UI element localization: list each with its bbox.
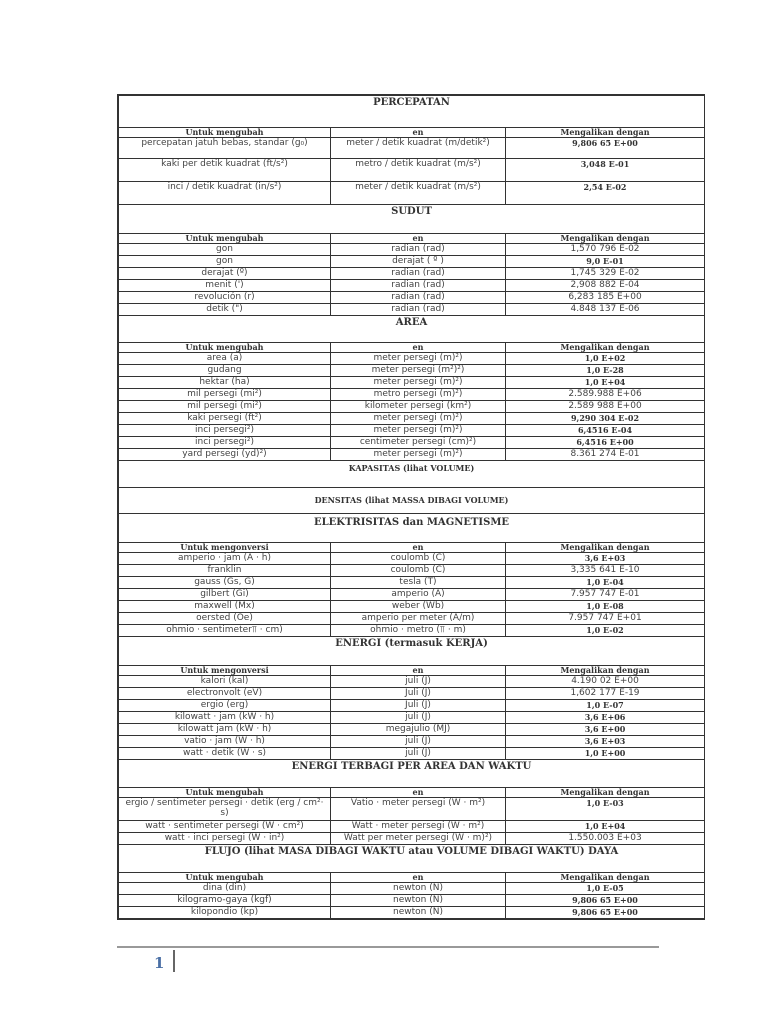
section-title-row	[119, 637, 705, 666]
multiply-factor: 1,0 E-28	[506, 365, 705, 377]
unit-to: Watt · meter persegi (W · m²)	[331, 821, 506, 833]
unit-to: radian (rad)	[331, 292, 506, 304]
unit-to: juli (J)	[331, 676, 506, 688]
table-row	[119, 244, 705, 256]
multiply-factor: 1,0 E-07	[506, 700, 705, 712]
unit-from: kilogramo-gaya (kgf)	[119, 895, 331, 907]
multiply-factor: 1,0 E-02	[506, 625, 705, 637]
table-row	[119, 437, 705, 449]
column-header-row	[119, 666, 705, 676]
table-row	[119, 700, 705, 712]
section-title: DENSITAS (lihat MASSA DIBAGI VOLUME)	[119, 488, 705, 514]
unit-from: watt · sentimeter persegi (W · cm²)	[119, 821, 331, 833]
table-row	[119, 292, 705, 304]
header-multiply: Mengalikan dengan	[506, 343, 705, 353]
multiply-factor: 1,745 329 E-02	[506, 268, 705, 280]
unit-to: Juli (J)	[331, 700, 506, 712]
multiply-factor: 2,54 E-02	[506, 182, 705, 205]
unit-from: watt · inci persegi (W · in²)	[119, 833, 331, 845]
header-multiply: Mengalikan dengan	[506, 234, 705, 244]
unit-from: gon	[119, 256, 331, 268]
unit-from: gauss (Gs, G)	[119, 577, 331, 589]
table-row	[119, 712, 705, 724]
multiply-factor: 3,6 E+03	[506, 736, 705, 748]
unit-to: kilometer persegi (km²)	[331, 401, 506, 413]
unit-from: hektar (ha)	[119, 377, 331, 389]
unit-to: coulomb (C)	[331, 565, 506, 577]
unit-to: amperio per meter (A/m)	[331, 613, 506, 625]
header-to: en	[331, 128, 506, 138]
unit-to: meter / detik kuadrat (m/s²)	[331, 182, 506, 205]
multiply-factor: 6,4516 E-04	[506, 425, 705, 437]
unit-to: Juli (J)	[331, 688, 506, 700]
unit-from: area (a)	[119, 353, 331, 365]
multiply-factor: 9,0 E-01	[506, 256, 705, 268]
unit-from: gilbert (Gi)	[119, 589, 331, 601]
unit-from: amperio · jam (A · h)	[119, 553, 331, 565]
section-title: FLUJO (lihat MASA DIBAGI WAKTU atau VOLUME DIBAGI WAKTU) DAYA	[119, 845, 705, 873]
page-number: 1	[154, 954, 165, 972]
section-title: ENERGI (termasuk KERJA)	[119, 637, 705, 666]
multiply-factor: 4.190 02 E+00	[506, 676, 705, 688]
unit-from: detik (")	[119, 304, 331, 316]
unit-to: radian (rad)	[331, 268, 506, 280]
multiply-factor: 3,335 641 E-10	[506, 565, 705, 577]
table-row	[119, 138, 705, 159]
table-row	[119, 676, 705, 688]
unit-from: vatio · jam (W · h)	[119, 736, 331, 748]
multiply-factor: 1,570 796 E-02	[506, 244, 705, 256]
table-row	[119, 449, 705, 461]
unit-from: menit (')	[119, 280, 331, 292]
table-row	[119, 280, 705, 292]
unit-to: derajat ( º )	[331, 256, 506, 268]
multiply-factor: 1,0 E-03	[506, 798, 705, 821]
table-row	[119, 798, 705, 821]
unit-from: franklin	[119, 565, 331, 577]
header-to: en	[331, 543, 506, 553]
multiply-factor: 9,806 65 E+00	[506, 895, 705, 907]
column-header-row	[119, 873, 705, 883]
multiply-factor: 3,6 E+03	[506, 553, 705, 565]
unit-from: kaki persegi (ft²)	[119, 413, 331, 425]
table-row	[119, 401, 705, 413]
unit-to: meter persegi (m²)²)	[331, 365, 506, 377]
table-row	[119, 833, 705, 845]
section-title-row	[119, 845, 705, 873]
unit-to: meter persegi (m)²)	[331, 353, 506, 365]
unit-to: juli (J)	[331, 748, 506, 760]
header-multiply: Mengalikan dengan	[506, 788, 705, 798]
unit-from: revolución (r)	[119, 292, 331, 304]
unit-from: derajat (º)	[119, 268, 331, 280]
unit-to: centimeter persegi (cm)²)	[331, 437, 506, 449]
column-header-row	[119, 343, 705, 353]
section-title-row	[119, 96, 705, 128]
header-to: en	[331, 666, 506, 676]
header-from: Untuk mengonversi	[119, 666, 331, 676]
header-from: Untuk mengubah	[119, 234, 331, 244]
unit-to: tesla (T)	[331, 577, 506, 589]
conversion-document	[117, 94, 705, 920]
unit-to: meter persegi (m)²)	[331, 377, 506, 389]
table-row	[119, 688, 705, 700]
header-multiply: Mengalikan dengan	[506, 666, 705, 676]
section-title-row	[119, 514, 705, 543]
conversion-table	[118, 95, 705, 919]
table-row	[119, 883, 705, 895]
table-row	[119, 748, 705, 760]
unit-to: amperio (A)	[331, 589, 506, 601]
multiply-factor: 2.589 988 E+00	[506, 401, 705, 413]
unit-from: ergio (erg)	[119, 700, 331, 712]
unit-from: kilowatt jam (kW · h)	[119, 724, 331, 736]
unit-from: dina (din)	[119, 883, 331, 895]
multiply-factor: 1,0 E+02	[506, 353, 705, 365]
table-row	[119, 182, 705, 205]
unit-to: weber (Wb)	[331, 601, 506, 613]
unit-from: mil persegi (mi²)	[119, 401, 331, 413]
unit-from: gon	[119, 244, 331, 256]
multiply-factor: 7.957 747 E+01	[506, 613, 705, 625]
unit-to: meter persegi (m)²)	[331, 413, 506, 425]
table-row	[119, 159, 705, 182]
table-row	[119, 736, 705, 748]
unit-from: watt · detik (W · s)	[119, 748, 331, 760]
section-title-row	[119, 461, 705, 488]
section-title-row	[119, 760, 705, 788]
unit-from: electronvolt (eV)	[119, 688, 331, 700]
column-header-row	[119, 128, 705, 138]
unit-to: meter / detik kuadrat (m/detik²)	[331, 138, 506, 159]
unit-from: yard persegi (yd)²)	[119, 449, 331, 461]
multiply-factor: 4.848 137 E-06	[506, 304, 705, 316]
unit-from: inci persegi²)	[119, 425, 331, 437]
unit-to: radian (rad)	[331, 280, 506, 292]
table-row	[119, 821, 705, 833]
table-row	[119, 553, 705, 565]
unit-to: metro persegi (m)²)	[331, 389, 506, 401]
multiply-factor: 2,908 882 E-04	[506, 280, 705, 292]
conversion-table-body	[119, 96, 705, 919]
multiply-factor: 1,0 E+04	[506, 821, 705, 833]
unit-to: newton (N)	[331, 895, 506, 907]
unit-to: newton (N)	[331, 907, 506, 919]
unit-from: kaki per detik kuadrat (ft/s²)	[119, 159, 331, 182]
column-header-row	[119, 543, 705, 553]
header-multiply: Mengalikan dengan	[506, 543, 705, 553]
unit-to: Watt per meter persegi (W · m)²)	[331, 833, 506, 845]
unit-from: ergio / sentimeter persegi · detik (erg / cm²· s)	[119, 798, 331, 821]
multiply-factor: 8.361 274 E-01	[506, 449, 705, 461]
table-row	[119, 907, 705, 919]
table-row	[119, 613, 705, 625]
unit-from: oersted (Oe)	[119, 613, 331, 625]
table-row	[119, 589, 705, 601]
multiply-factor: 9,806 65 E+00	[506, 907, 705, 919]
unit-to: juli (J)	[331, 712, 506, 724]
section-title: ELEKTRISITAS dan MAGNETISME	[119, 514, 705, 543]
table-row	[119, 268, 705, 280]
multiply-factor: 1,0 E+00	[506, 748, 705, 760]
unit-to: meter persegi (m)²)	[331, 449, 506, 461]
unit-to: newton (N)	[331, 883, 506, 895]
multiply-factor: 3,6 E+06	[506, 712, 705, 724]
section-title-row	[119, 488, 705, 514]
section-title: ENERGI TERBAGI PER AREA DAN WAKTU	[119, 760, 705, 788]
unit-from: mil persegi (mi²)	[119, 389, 331, 401]
table-row	[119, 724, 705, 736]
unit-to: Vatio · meter persegi (W · m²)	[331, 798, 506, 821]
header-from: Untuk mengubah	[119, 873, 331, 883]
table-row	[119, 256, 705, 268]
multiply-factor: 1.550.003 E+03	[506, 833, 705, 845]
header-from: Untuk mengubah	[119, 128, 331, 138]
header-to: en	[331, 788, 506, 798]
unit-from: inci / detik kuadrat (in/s²)	[119, 182, 331, 205]
table-row	[119, 625, 705, 637]
unit-from: inci persegi²)	[119, 437, 331, 449]
table-row	[119, 304, 705, 316]
header-to: en	[331, 234, 506, 244]
table-row	[119, 895, 705, 907]
section-title: PERCEPATAN	[119, 96, 705, 128]
unit-to: meter persegi (m)²)	[331, 425, 506, 437]
table-row	[119, 565, 705, 577]
multiply-factor: 6,283 185 E+00	[506, 292, 705, 304]
multiply-factor: 2.589.988 E+06	[506, 389, 705, 401]
unit-from: gudang	[119, 365, 331, 377]
section-title: AREA	[119, 316, 705, 343]
header-to: en	[331, 873, 506, 883]
multiply-factor: 3,048 E-01	[506, 159, 705, 182]
multiply-factor: 1,0 E-04	[506, 577, 705, 589]
unit-to: juli (J)	[331, 736, 506, 748]
unit-to: radian (rad)	[331, 304, 506, 316]
table-row	[119, 601, 705, 613]
multiply-factor: 1,0 E-05	[506, 883, 705, 895]
table-row	[119, 425, 705, 437]
unit-to: metro / detik kuadrat (m/s²)	[331, 159, 506, 182]
unit-from: kilowatt · jam (kW · h)	[119, 712, 331, 724]
header-from: Untuk mengonversi	[119, 543, 331, 553]
section-title-row	[119, 316, 705, 343]
multiply-factor: 3,6 E+00	[506, 724, 705, 736]
table-row	[119, 377, 705, 389]
section-title: KAPASITAS (lihat VOLUME)	[119, 461, 705, 488]
multiply-factor: 6,4516 E+00	[506, 437, 705, 449]
header-to: en	[331, 343, 506, 353]
table-row	[119, 577, 705, 589]
unit-from: ohmio · sentimeter⫪ · cm)	[119, 625, 331, 637]
unit-from: kalori (kal)	[119, 676, 331, 688]
unit-to: coulomb (C)	[331, 553, 506, 565]
table-row	[119, 413, 705, 425]
multiply-factor: 1,0 E+04	[506, 377, 705, 389]
unit-to: ohmio · metro (⫪ · m)	[331, 625, 506, 637]
footer-divider	[117, 946, 659, 948]
multiply-factor: 7.957 747 E-01	[506, 589, 705, 601]
table-row	[119, 353, 705, 365]
column-header-row	[119, 788, 705, 798]
unit-from: percepatan jatuh bebas, standar (g₀)	[119, 138, 331, 159]
header-from: Untuk mengubah	[119, 788, 331, 798]
page-number-bar	[173, 950, 175, 972]
unit-to: radian (rad)	[331, 244, 506, 256]
table-row	[119, 389, 705, 401]
unit-from: kilopondio (kp)	[119, 907, 331, 919]
column-header-row	[119, 234, 705, 244]
header-multiply: Mengalikan dengan	[506, 128, 705, 138]
multiply-factor: 9,290 304 E-02	[506, 413, 705, 425]
unit-to: megajulio (MJ)	[331, 724, 506, 736]
multiply-factor: 9,806 65 E+00	[506, 138, 705, 159]
section-title-row	[119, 205, 705, 234]
multiply-factor: 1,0 E-08	[506, 601, 705, 613]
multiply-factor: 1,602 177 E-19	[506, 688, 705, 700]
section-title: SUDUT	[119, 205, 705, 234]
header-multiply: Mengalikan dengan	[506, 873, 705, 883]
table-row	[119, 365, 705, 377]
header-from: Untuk mengubah	[119, 343, 331, 353]
unit-from: maxwell (Mx)	[119, 601, 331, 613]
